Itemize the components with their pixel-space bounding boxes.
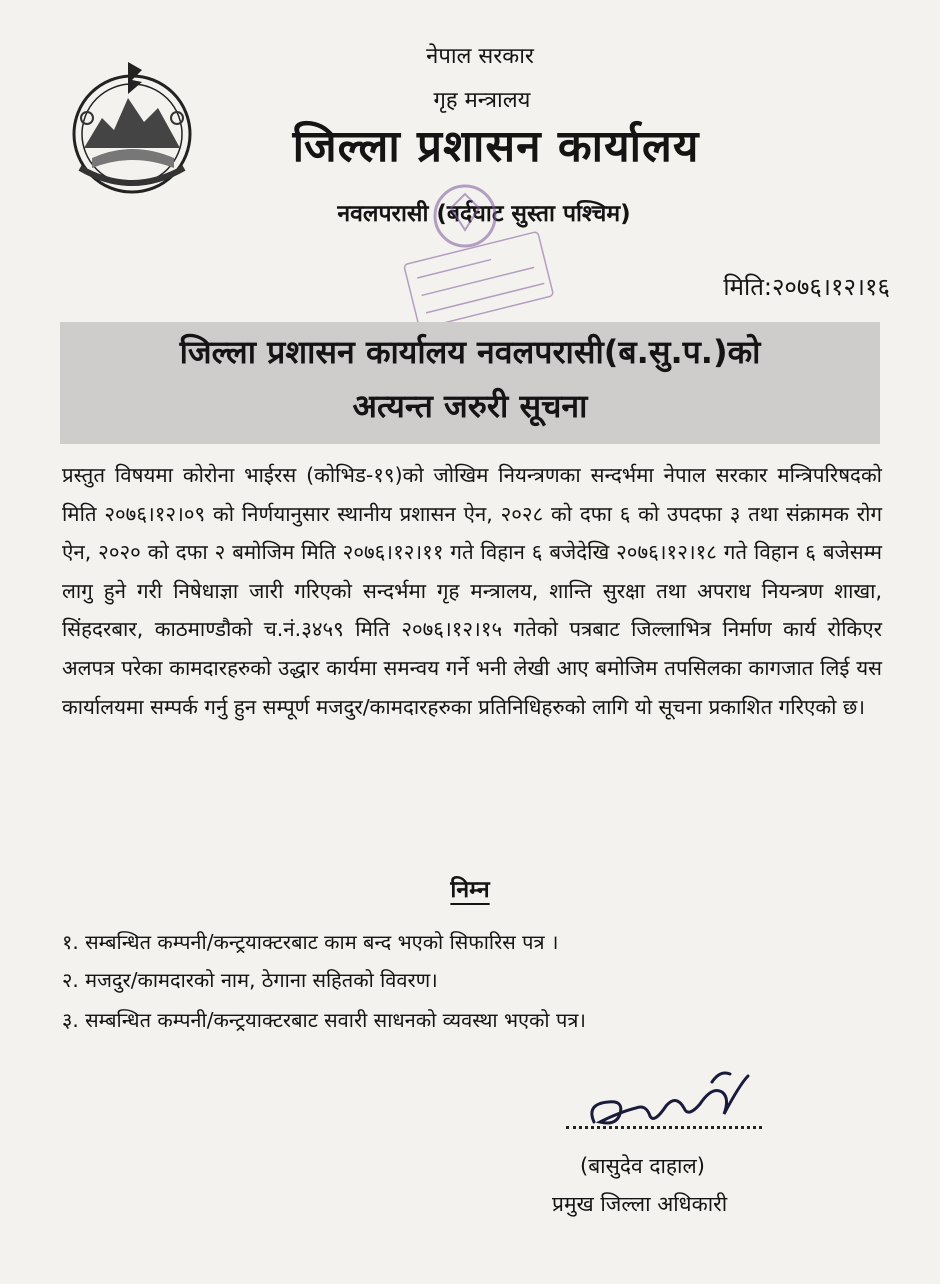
ministry-name: गृह मन्त्रालय — [433, 88, 531, 113]
signatory-name: (बासुदेव दाहाल) — [580, 1154, 705, 1178]
office-stamp-icon — [395, 178, 555, 328]
notice-body: प्रस्तुत विषयमा कोरोना भाईरस (कोभिड-१९)को जोखिम नियन्त्रणका सन्दर्भमा नेपाल सरकार मन्त्रिपरिषदको मिति २०७६।१२।०९ को निर्णयानुसार स्थानीय प्रशासन ऐन, २०२८ को दफा ६ को उपदफा ३ तथा संक्रामक रोग ऐन, २०२० को दफा २ बमोजिम मिति २०७६।१२।११ गते विहान ६ बजेदेखि २०७६।१२।१८ गते विहान ६ बजेसम्म लागु हुने गरी निषेधाज्ञा जारी गरिएको सन्दर्भमा गृह मन्त्रालय, शान्ति सुरक्षा तथा अपराध नियन्त्रण शाखा, सिंहदरबार, काठमाण्डौको च.नं.३४५९ मिति २०७६।१२।१५ गतेको पत्रबाट जिल्लाभित्र निर्माण कार्य रोकिएर अलपत्र परेका कामदारहरुको उद्धार कार्यमा समन्वय गर्ने भनी लेखी आए बमोजिम तपसिलका कागजात लिई यस कार्यालयमा सम्पर्क गर्नु हुन सम्पूर्ण मजदुर/कामदारहरुका प्रतिनिधिहरुको लागि यो सूचना प्रकाशित गरिएको छ। — [62, 463, 882, 719]
government-name: नेपाल सरकार — [426, 44, 534, 69]
signature-icon — [580, 1064, 760, 1144]
office-location: नवलपरासी (बर्दघाट सुस्ता पश्चिम) — [337, 201, 631, 227]
requirement-item: १. सम्बन्धित कम्पनी/कन्ट्रयाक्टरबाट काम बन्द भएको सिफारिस पत्र । — [62, 930, 559, 954]
requirement-item: ३. सम्बन्धित कम्पनी/कन्ट्रयाक्टरबाट सवारी साधनको व्यवस्था भएको पत्र। — [62, 1008, 586, 1032]
signatory-title: प्रमुख जिल्ला अधिकारी — [552, 1192, 728, 1216]
requirement-item: २. मजदुर/कामदारको नाम, ठेगाना सहितको विवरण। — [62, 968, 438, 992]
notice-subtitle: अत्यन्त जरुरी सूचना — [352, 387, 588, 425]
below-heading-text: निम्न — [450, 877, 490, 903]
notice-date: मिति:२०७६।१२।१६ — [723, 273, 890, 301]
below-heading — [0, 872, 940, 904]
signature-line — [566, 1126, 762, 1129]
notice-title: जिल्ला प्रशासन कार्यालय नवलपरासी(ब.सु.प.)को — [179, 333, 761, 371]
office-name: जिल्ला प्रशासन कार्यालय — [292, 121, 700, 172]
notice-title-banner — [60, 322, 880, 444]
